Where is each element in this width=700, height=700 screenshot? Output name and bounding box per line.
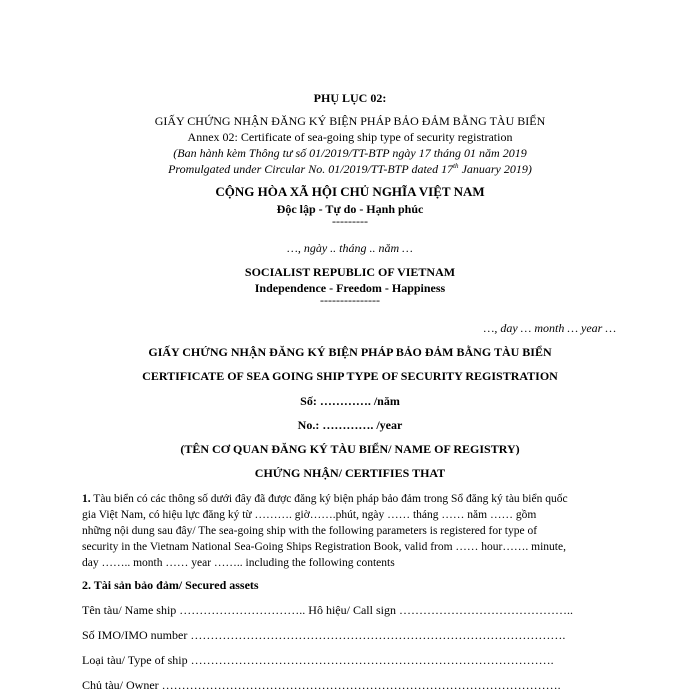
issued-note-en: Promulgated under Circular No. 01/2019/TT-BTP dated 17th January 2019) (168, 162, 532, 176)
date-line-en: …, day … month … year … (483, 321, 616, 335)
field-ship-type: Loại tàu/ Type of ship ………………………………………………………………………………. (82, 653, 554, 667)
annex-title-vi: GIẤY CHỨNG NHẬN ĐĂNG KÝ BIỆN PHÁP BẢO ĐẢM BẰNG TÀU BIỂN (154, 114, 546, 128)
motto-vi: Độc lập - Tự do - Hạnh phúc (276, 202, 424, 216)
certifies-heading: CHỨNG NHẬN/ CERTIFIES THAT (254, 466, 446, 480)
divider-vi: --------- (332, 214, 368, 228)
section-1-line-5: day …….. month …… year …….. including the following contents (82, 557, 395, 569)
field-ship-name-call-sign: Tên tàu/ Name ship ………………………….. Hô hiệu/ Call sign …………………………………….. (82, 603, 573, 617)
date-line-vi: …, ngày .. tháng .. năm … (287, 241, 413, 255)
section-2-heading: 2. Tài sản bảo đảm/ Secured assets (82, 578, 259, 592)
certificate-number-vi: Số: …………. /năm (300, 394, 400, 408)
issued-note-vi: (Ban hành kèm Thông tư số 01/2019/TT-BTP ngày 17 tháng 01 năm 2019 (173, 146, 527, 160)
section-1-line-4: security in the Vietnam National Sea-Going Ships Registration Book, valid from …… hour……. minute, (82, 541, 566, 553)
annex-label: PHỤ LỤC 02: (313, 91, 387, 105)
divider-en: --------------- (320, 293, 380, 307)
certificate-title-en: CERTIFICATE OF SEA GOING SHIP TYPE OF SECURITY REGISTRATION (142, 369, 558, 383)
section-1-line-3: những nội dung sau đây/ The sea-going ship with the following parameters is registered for type of (82, 525, 538, 537)
motto-en: Independence - Freedom - Happiness (254, 281, 446, 295)
section-1-line-2: gia Việt Nam, có hiệu lực đăng ký từ ………. giờ…….phút, ngày …… tháng …… năm …… gồm (82, 509, 537, 521)
republic-name-vi: CỘNG HÒA XÃ HỘI CHỦ NGHĨA VIỆT NAM (215, 184, 485, 199)
registry-name: (TÊN CƠ QUAN ĐĂNG KÝ TÀU BIỂN/ NAME OF REGISTRY) (180, 442, 520, 456)
annex-title-en: Annex 02: Certificate of sea-going ship type of security registration (187, 130, 513, 144)
section-1-number: 1. (82, 493, 91, 505)
field-imo-number: Số IMO/IMO number …………………………………………………………………………………. (82, 628, 566, 642)
section-1-line-1: 1. Tàu biển có các thông số dưới đây đã được đăng ký biện pháp bảo đảm trong Sổ đăng ký tàu biển quốc (82, 493, 568, 505)
certificate-number-en: No.: …………. /year (297, 418, 403, 432)
certificate-title-vi: GIẤY CHỨNG NHẬN ĐĂNG KÝ BIỆN PHÁP BẢO ĐẢM BẰNG TÀU BIỂN (148, 345, 552, 359)
republic-name-en: SOCIALIST REPUBLIC OF VIETNAM (244, 265, 456, 279)
field-owner: Chủ tàu/ Owner ………………………………………………………………………………………. (82, 678, 561, 692)
